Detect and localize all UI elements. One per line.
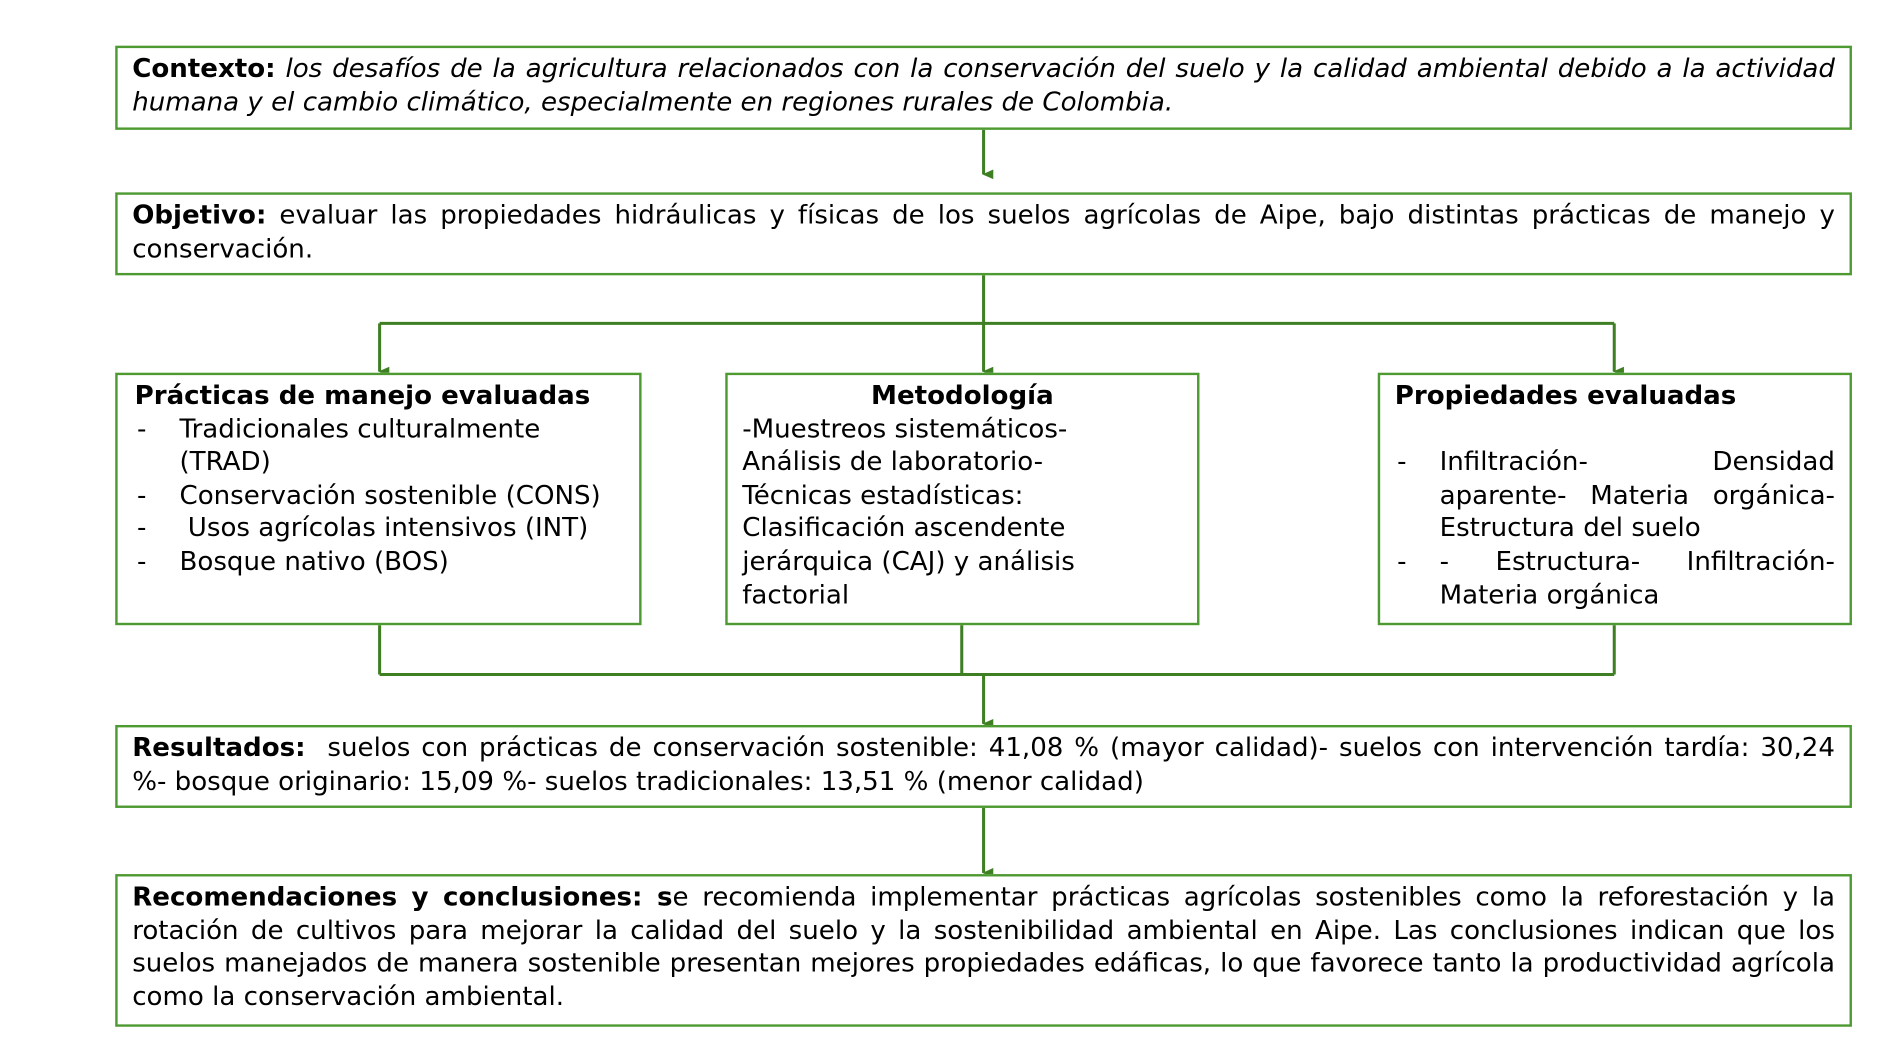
list-item: - Conservación sostenible (CONS) (135, 479, 625, 512)
resultados-box (115, 725, 1852, 808)
propiedades-title: Propiedades evaluadas (1394, 381, 1737, 412)
propiedades-box (1378, 373, 1852, 625)
objetivo-box (115, 192, 1852, 275)
practicas-box (115, 373, 641, 625)
list-item: - Bosque nativo (BOS) (135, 546, 625, 579)
metodologia-line: Técnicas estadísticas: (742, 480, 1024, 511)
list-item: - Tradicionales culturalmente (TRAD) (135, 413, 625, 479)
metodologia-line: Análisis de laboratorio- (742, 447, 1044, 478)
metodologia-line: Clasificación ascendente (742, 513, 1066, 544)
propiedades-list (1395, 446, 1835, 612)
contexto-text: los desafíos de la agricultura relacionados con la conservación del suelo y la calidad ambiental debido a la actividad humana y el cambio climático, especialmente en regiones rurales de Colombia. (132, 54, 1835, 118)
recomendaciones-text: e recomienda implementar prácticas agrícolas sostenibles como la reforestación y la rotación de cultivos para mejorar la calidad del suelo y la sostenibilidad ambiental en Aipe. Las conclusiones indican que los suelos manejados de manera sostenible presentan mejores propiedades edáficas, lo que favorece tanto la productividad agrícola como la conservación ambiental. (132, 882, 1835, 1013)
recomendaciones-label: Recomendaciones y conclusiones: s (132, 882, 673, 913)
recomendaciones-box (115, 874, 1852, 1027)
list-item: - - Estructura- Infiltración- Materia orgánica (1395, 546, 1835, 612)
list-item: - Usos agrícolas intensivos (INT) (135, 513, 625, 546)
resultados-label: Resultados: (132, 733, 306, 764)
contexto-label: Contexto: (132, 54, 276, 85)
list-item: - Infiltración- Densidad aparente- Materia orgánica- Estructura del suelo (1395, 446, 1835, 546)
practicas-title: Prácticas de manejo evaluadas (134, 381, 591, 412)
metodologia-title: Metodología (871, 381, 1054, 412)
practicas-list (135, 413, 625, 579)
metodologia-line: factorial (742, 580, 850, 611)
resultados-text: suelos con prácticas de conservación sostenible: 41,08 % (mayor calidad)- suelos con intervención tardía: 30,24 %- bosque originario: 15,09 %- suelos tradicionales: 13,51 % (menor calidad) (132, 733, 1835, 797)
metodologia-line: jerárquica (CAJ) y análisis (742, 547, 1075, 578)
contexto-box (115, 46, 1852, 130)
objetivo-label: Objetivo: (132, 200, 267, 231)
objetivo-text: evaluar las propiedades hidráulicas y físicas de los suelos agrícolas de Aipe, bajo distintas prácticas de manejo y conservación. (132, 200, 1835, 265)
metodologia-box (725, 373, 1199, 625)
metodologia-line: -Muestreos sistemáticos- (742, 414, 1068, 445)
